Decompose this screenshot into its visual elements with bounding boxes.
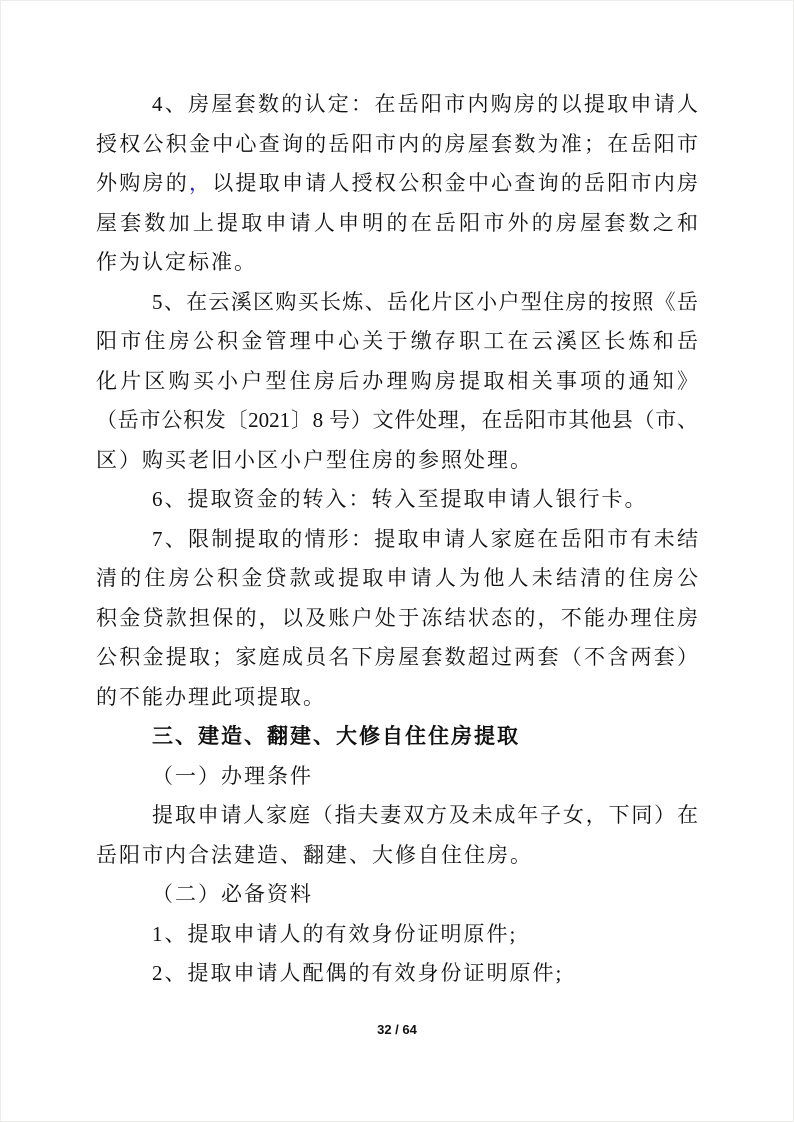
document-body bbox=[96, 85, 698, 994]
text-line: （岳市公积发〔2021〕8 号）文件处理，在岳阳市其他县（市、 bbox=[96, 408, 698, 432]
text-segment: 外购房的 bbox=[96, 171, 189, 195]
text-line: 1、提取申请人的有效身份证明原件; bbox=[152, 921, 518, 946]
text-line: 积金贷款担保的，以及账户处于冻结状态的，不能办理住房 bbox=[96, 605, 698, 630]
text-line: 6、提取资金的转入：转入至提取申请人银行卡。 bbox=[152, 487, 648, 511]
text-line: （一）办理条件 bbox=[152, 763, 313, 788]
text-line: 区）购买老旧小区小户型住房的参照处理。 bbox=[96, 447, 533, 472]
text-line: 化片区购买小户型住房后办理购房提取相关事项的通知》 bbox=[96, 368, 698, 393]
page-number: 32 / 64 bbox=[377, 1022, 417, 1037]
text-line: （二）必备资料 bbox=[152, 882, 313, 906]
text-line: 授权公积金中心查询的岳阳市内的房屋套数为准；在岳阳市 bbox=[96, 131, 698, 156]
text-line: 阳市住房公积金管理中心关于缴存职工在云溪区长炼和岳 bbox=[96, 329, 698, 353]
text-line: 提取申请人家庭（指夫妻双方及未成年子女，下同）在 bbox=[152, 803, 698, 827]
text-line: 的不能办理此项提取。 bbox=[96, 684, 326, 709]
text-line bbox=[96, 164, 698, 204]
text-line: 岳阳市内合法建造、翻建、大修自住住房。 bbox=[96, 842, 533, 867]
text-line: 作为认定标准。 bbox=[96, 250, 257, 274]
text-line: 2、提取申请人配偶的有效身份证明原件; bbox=[152, 961, 564, 985]
text-line: 屋套数加上提取申请人申明的在岳阳市外的房屋套数之和 bbox=[96, 210, 698, 235]
text-line: 4、房屋套数的认定：在岳阳市内购房的以提取申请人 bbox=[152, 92, 698, 116]
text-line: 7、限制提取的情形：提取申请人家庭在岳阳市有未结 bbox=[152, 526, 698, 551]
text-segment: 以提取申请人授权公积金中心查询的岳阳市内房 bbox=[212, 171, 699, 195]
blue-comma: ， bbox=[188, 171, 213, 195]
text-line: 公积金提取；家庭成员名下房屋套数超过两套（不含两套） bbox=[96, 645, 698, 669]
section-heading: 三、建造、翻建、大修自住住房提取 bbox=[152, 724, 520, 748]
text-line: 清的住房公积金贷款或提取申请人为他人未结清的住房公 bbox=[96, 566, 698, 590]
text-line: 5、在云溪区购买长炼、岳化片区小户型住房的按照《岳 bbox=[152, 289, 698, 314]
